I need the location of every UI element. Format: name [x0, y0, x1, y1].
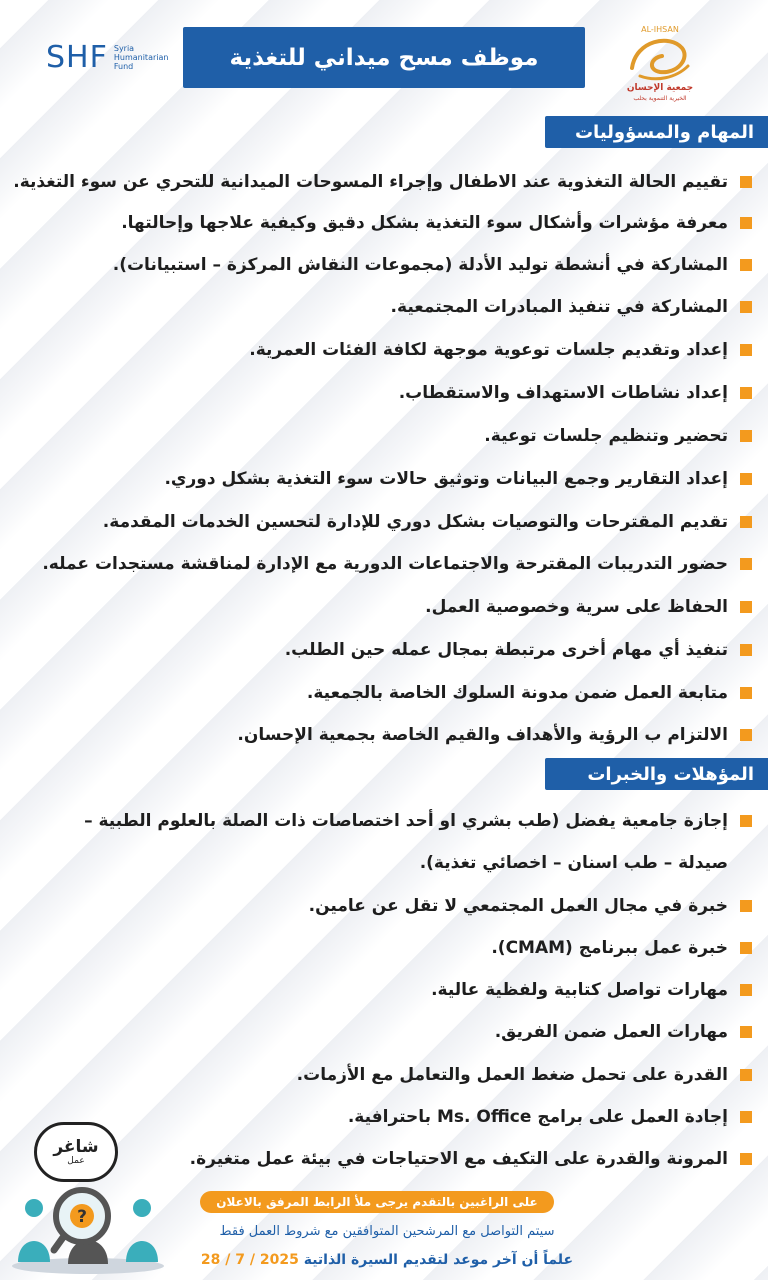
al-ihsan-logo-arabic: جمعية الإحسان: [626, 83, 694, 93]
list-item: المرونة والقدرة على التكيف مع الاحتياجات في بيئة عمل متغيرة.: [190, 1149, 752, 1169]
section-title-responsibilities: المهام والمسؤوليات: [574, 121, 754, 143]
list-item: تقديم المقترحات والتوصيات بشكل دوري للإدارة لتحسين الخدمات المقدمة.: [103, 512, 752, 532]
bullet-icon: [740, 984, 752, 996]
list-item: مهارات العمل ضمن الفريق.: [495, 1022, 752, 1042]
bullet-icon: [740, 387, 752, 399]
bullet-icon: [740, 942, 752, 954]
shf-sub-line-2: Humanitarian: [113, 53, 169, 62]
list-item: تقييم الحالة التغذوية عند الاطفال وإجراء المسوحات الميدانية للتحري عن سوء التغذية.: [13, 172, 752, 192]
list-item: خبرة عمل ببرنامج (CMAM).: [491, 938, 752, 958]
list-item: معرفة مؤشرات وأشكال سوء التغذية بشكل دقيق وكيفية علاجها وإحالتها.: [121, 213, 752, 233]
list-item: الحفاظ على سرية وخصوصية العمل.: [425, 597, 752, 617]
list-item: خبرة في مجال العمل المجتمعي لا تقل عن عامين.: [309, 896, 752, 916]
bullet-icon: [740, 430, 752, 442]
shf-sub-line-3: Fund: [113, 62, 134, 71]
list-item: تحضير وتنظيم جلسات توعية.: [484, 426, 752, 446]
bullet-icon: [740, 687, 752, 699]
vacancy-bubble-title: شاغر: [53, 1137, 99, 1157]
list-item: المشاركة في أنشطة توليد الأدلة (مجموعات النقاش المركزة – استبيانات).: [113, 255, 752, 275]
apply-note: على الراغبين بالتقدم يرجى ملأ الرابط المرفق بالاعلان: [216, 1195, 538, 1209]
al-ihsan-logo-sub: الخيرية التنموية بحلب: [633, 95, 687, 102]
bullet-icon: [740, 301, 752, 313]
list-item: مهارات تواصل كتابية ولفظية عالية.: [431, 980, 752, 1000]
vacancy-bubble-subtitle: عمل: [67, 1156, 85, 1166]
list-item: إعداد وتقديم جلسات توعوية موجهة لكافة الفئات العمرية.: [249, 340, 752, 360]
section-title-qualifications: المؤهلات والخبرات: [587, 763, 754, 785]
list-item: إجازة جامعية يفضل (طب بشري او أحد اختصاصات ذات الصلة بالعلوم الطبية –: [84, 811, 752, 831]
bullet-icon: [740, 1111, 752, 1123]
bullet-icon: [740, 516, 752, 528]
bullet-icon: [740, 1026, 752, 1038]
deadline-date: 28 / 7 / 2025: [200, 1252, 299, 1268]
list-item-continuation: صيدلة – طب اسنان – اخصائي تغذية).: [419, 853, 728, 873]
bullet-icon: [740, 729, 752, 741]
job-search-illustration-icon: [8, 1170, 168, 1274]
bullet-icon: [740, 259, 752, 271]
bullet-icon: [740, 558, 752, 570]
bullet-icon: [740, 1153, 752, 1165]
bullet-icon: [740, 217, 752, 229]
bullet-icon: [740, 601, 752, 613]
deadline-note: [200, 1252, 574, 1268]
list-item: القدرة على تحمل ضغط العمل والتعامل مع الأزمات.: [297, 1065, 752, 1085]
shf-sub-line-1: Syria: [113, 44, 135, 53]
deadline-prefix: علماً أن آخر موعد لتقديم السيرة الذاتية: [303, 1252, 574, 1268]
al-ihsan-logo-latin: AL-IHSAN: [641, 25, 679, 34]
list-item: المشاركة في تنفيذ المبادرات المجتمعية.: [391, 297, 752, 317]
bullet-icon: [740, 473, 752, 485]
shf-logo-mark: SHF: [46, 40, 108, 75]
list-item: الالتزام ب الرؤية والأهداف والقيم الخاصة بجمعية الإحسان.: [237, 725, 752, 745]
list-item: حضور التدريبات المقترحة والاجتماعات الدورية مع الإدارة لمناقشة مستجدات عمله.: [42, 554, 752, 574]
svg-text:?: ?: [77, 1207, 87, 1227]
contact-note: سيتم التواصل مع المرشحين المتوافقين مع شروط العمل فقط: [219, 1224, 555, 1239]
section-header-qualifications: [545, 758, 768, 790]
list-item: إجادة العمل على برامج Ms. Office باحترافية.: [348, 1107, 752, 1127]
bullet-icon: [740, 1069, 752, 1081]
responsibilities-list: [12, 0, 752, 1280]
list-item: إعداد التقارير وجمع البيانات وتوثيق حالات سوء التغذية بشكل دوري.: [164, 469, 752, 489]
job-title: موظف مسح ميداني للتغذية: [229, 44, 539, 71]
apply-note-banner: [200, 1191, 554, 1213]
bullet-icon: [740, 176, 752, 188]
bullet-icon: [740, 900, 752, 912]
bullet-icon: [740, 815, 752, 827]
list-item: تنفيذ أي مهام أخرى مرتبطة بمجال عمله حين الطلب.: [285, 640, 752, 660]
bullet-icon: [740, 644, 752, 656]
bullet-icon: [740, 344, 752, 356]
list-item: متابعة العمل ضمن مدونة السلوك الخاصة بالجمعية.: [307, 683, 752, 703]
list-item: إعداد نشاطات الاستهداف والاستقطاب.: [399, 383, 752, 403]
